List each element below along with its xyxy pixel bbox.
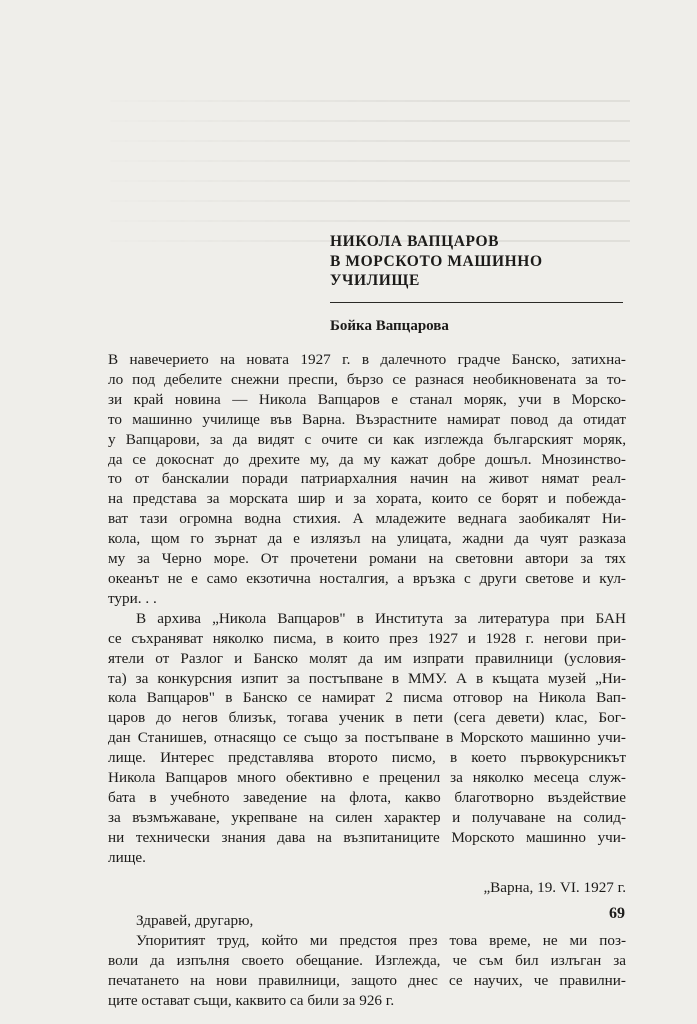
text-line: В архива „Никола Вапцаров" в Института за литература при БАН: [136, 609, 626, 627]
title-line: В МОРСКОТО МАШИННО: [330, 252, 543, 270]
text-line: Никола Вапцаров много обективно е преценил за няколко месеца служ-: [108, 769, 626, 787]
title-line: УЧИЛИЩЕ: [330, 272, 420, 289]
text-line: лище. Интерес представлява второто писмо, в което първокурсникът: [108, 749, 626, 767]
letter-greeting: Здравей, другарю,: [136, 912, 254, 930]
text-line: зи край новина — Никола Вапцаров е станал моряк, учи в Морско-: [108, 390, 626, 408]
text-line: то машинно училище във Варна. Възрастните намират повод да отидат: [108, 410, 626, 428]
show-through-texture: [110, 88, 630, 248]
text-line: у Вапцарови, за да видят с очите си как изглежда българският моряк,: [108, 430, 626, 448]
article-body: [108, 350, 626, 1011]
text-line: кола Вапцаров" в Банско се намират 2 писма отговор на Никола Вап-: [108, 689, 626, 707]
text-line: лище.: [108, 848, 146, 866]
paragraph-2: [108, 609, 626, 868]
article-author: Бойка Вапцарова: [330, 318, 449, 334]
article-title: [330, 232, 630, 291]
text-line: ват тази огромна водна стихия. А младежите веднага заобикалят Ни-: [108, 510, 626, 528]
text-line: бата в учебното заведение на флота, какво благотворно въздействие: [108, 788, 626, 806]
text-line: та) за конкурсния изпит за постъпване в ММУ. А в къщата музей „Ни-: [108, 669, 626, 687]
text-line: печатането на нови правилници, защото днес се научих, че правилни-: [108, 972, 626, 990]
text-line: воли да изпълня своето обещание. Изглежда, че съм бил излъган за: [108, 952, 626, 970]
text-line: за възмъжаване, укрепване на силен характер и получаване на солид-: [108, 808, 626, 826]
text-line: ятели от Разлог и Банско молят да им изпрати правилници (условия-: [108, 649, 626, 667]
text-line: ците остават същи, каквито са били за 926 г.: [108, 992, 395, 1010]
title-line: НИКОЛА ВАПЦАРОВ: [330, 233, 500, 250]
text-line: ни технически знания дава на възпитаниците Морското машинно учи-: [108, 828, 626, 846]
text-line: Упоритият труд, който ми предстоя през това време, не ми поз-: [136, 932, 626, 950]
letter-dateline: „Варна, 19. VI. 1927 г.: [483, 878, 626, 896]
text-line: му за Черно море. От прочетени романи на световни автори за тях: [108, 550, 626, 568]
text-line: кола, щом го зърнат да е излязъл на улицата, жадни да чуят разказа: [108, 530, 626, 548]
text-line: на представа за морската шир и за хората, които се борят и побежда-: [108, 490, 626, 508]
text-line: океанът не е само екзотична носталгия, а връзка с други светове и кул-: [108, 569, 626, 587]
text-line: В навечерието на новата 1927 г. в далечното градче Банско, затихна-: [108, 351, 626, 368]
text-line: дан Станишев, отнасящо се също за постъпване в Морското машинно учи-: [108, 729, 626, 747]
text-line: се съхраняват няколко писма, в които през 1927 и 1928 г. негови при-: [108, 629, 626, 647]
text-line: то от банскалии поради патриархалния начин на живот нямат реал-: [108, 470, 626, 488]
text-line: царов до негов близък, тогава ученик в пети (сега девети) клас, Бог-: [108, 709, 626, 727]
text-line: ло под дебелите снежни преспи, бързо се разнася необикновената за то-: [108, 370, 626, 388]
spacer: [108, 897, 626, 911]
text-line: да се докоснат до дрехите му, да му кажат добре дошъл. Мнозинство-: [108, 450, 626, 468]
title-divider: [330, 302, 623, 303]
paragraph-1: [108, 350, 626, 609]
letter-paragraph: [108, 931, 626, 1011]
text-line: тури. . .: [108, 589, 157, 607]
page-number: 69: [609, 905, 625, 922]
